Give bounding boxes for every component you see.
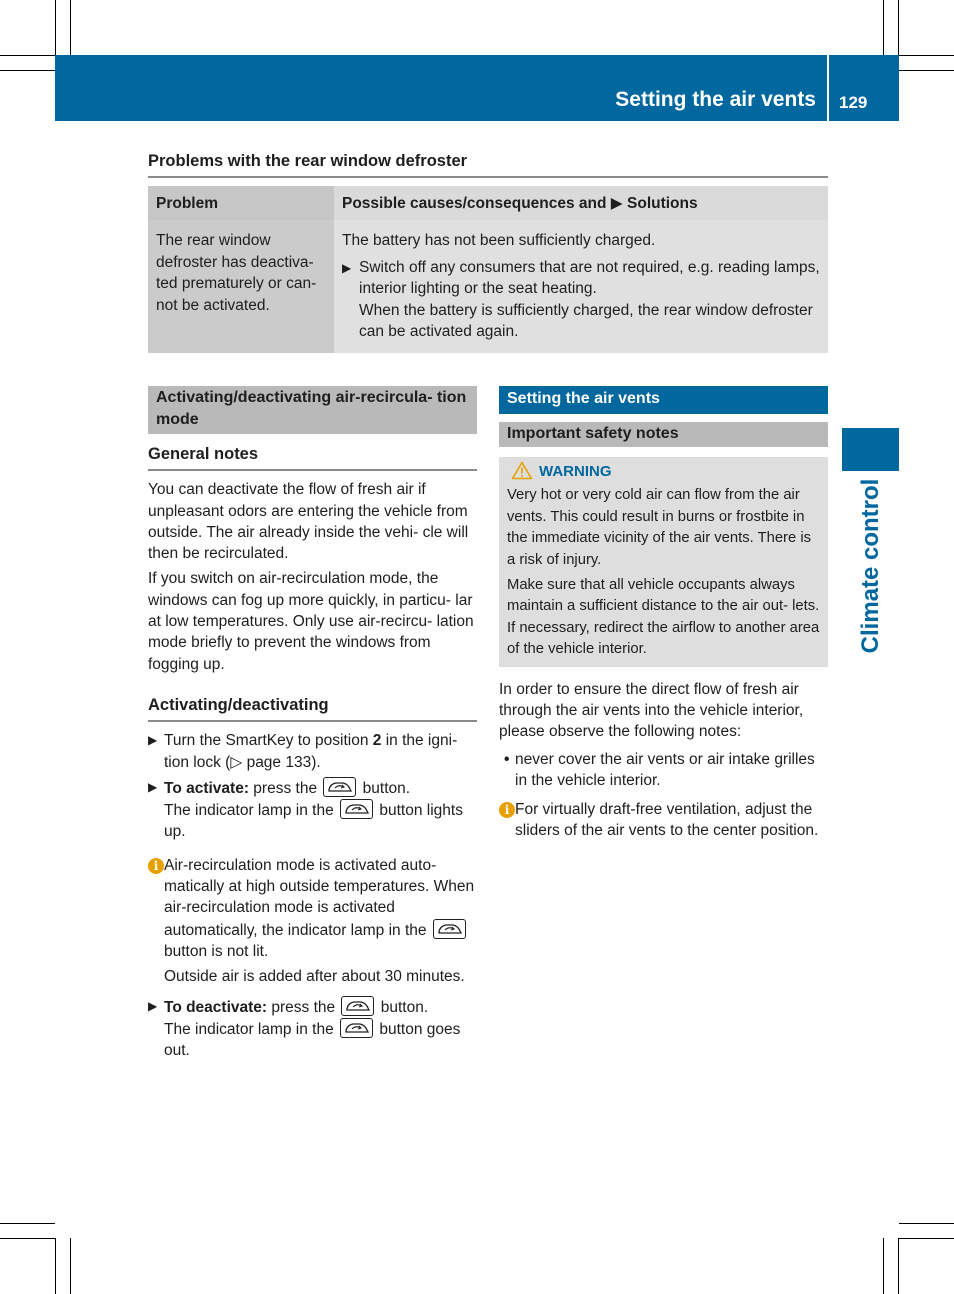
crop-mark xyxy=(883,0,884,55)
cause-text: The battery has not been sufficiently charged. xyxy=(342,232,656,249)
step-deactivate: ▶ To deactivate: press the button. The indicator lamp in the button goes out. xyxy=(148,996,477,1062)
crop-mark xyxy=(899,1223,954,1224)
air-recirculation-icon xyxy=(323,777,356,797)
warning-paragraph: Very hot or very cold air can flow from the air vents. This could result in burns or frostbite in the immediate vicinity of the air vents. There is a risk of injury. xyxy=(507,487,812,568)
crop-mark xyxy=(70,1238,71,1294)
solution-text: Switch off any consumers that are not required, e.g. reading lamps, interior lighting or the seat heating. xyxy=(359,258,820,297)
crop-mark xyxy=(70,0,71,55)
header-divider xyxy=(827,55,829,121)
crop-mark xyxy=(0,70,55,71)
list-item: • never cover the air vents or air intake grilles in the vehicle interior. xyxy=(504,750,815,789)
crop-mark xyxy=(0,55,55,56)
right-column xyxy=(499,386,828,846)
subheading-activating: Activating/deactivating xyxy=(148,695,477,722)
problem-cell: The rear window defroster has deactiva- ted prematurely or can- not be activated. xyxy=(148,220,334,353)
crop-mark xyxy=(899,55,954,56)
paragraph: In order to ensure the direct flow of fresh air through the air vents into the vehicle interior, please observe the following notes: xyxy=(499,680,804,741)
column-header: Possible causes/consequences and ▶ Solutions xyxy=(334,186,828,220)
step-activate: ▶ To activate: press the button. The indicator lamp in the button lights up. xyxy=(148,777,477,843)
subsection-heading: Important safety notes xyxy=(499,422,828,447)
air-recirculation-icon xyxy=(340,799,373,819)
crop-mark xyxy=(0,1238,55,1239)
paragraph: If you switch on air-recirculation mode, the windows can fog up more quickly, in particu- lar at low temperatures. Only use air-recircu- lation mode briefly to prevent the windows from fogging up. xyxy=(148,570,474,673)
info-note: i Air-recirculation mode is activated auto- matically at high outside temperatures. When air-recirculation mode is activated automatically, the indicator lamp in the button is not lit. Outside air is added after about 30 minutes. xyxy=(148,855,477,988)
page-number: 129 xyxy=(839,93,868,112)
crop-mark xyxy=(883,1238,884,1294)
arrow-icon: ▶ xyxy=(148,998,158,1013)
arrow-icon: ▶ xyxy=(148,779,158,794)
info-paragraph: Outside air is added after about 30 minutes. xyxy=(164,968,465,986)
page-title: Setting the air vents xyxy=(615,88,816,111)
column-header: Problem xyxy=(148,186,334,220)
arrow-icon: ▶ xyxy=(148,733,158,748)
warning-triangle-icon xyxy=(511,461,533,480)
subheading-general: General notes xyxy=(148,444,477,471)
warning-title: WARNING xyxy=(507,461,820,482)
crop-mark xyxy=(898,1238,899,1294)
result-text: The indicator lamp in the button lights up. xyxy=(164,799,477,843)
air-recirculation-icon xyxy=(341,996,374,1016)
crop-mark xyxy=(55,0,56,55)
air-recirculation-icon xyxy=(433,919,466,939)
info-icon: i xyxy=(148,858,164,874)
side-tab-label: Climate control xyxy=(857,478,884,654)
crop-mark xyxy=(899,1238,954,1239)
crop-mark xyxy=(55,1238,56,1294)
bullet: • xyxy=(504,750,510,768)
section-rule xyxy=(148,176,828,178)
section-heading: Activating/deactivating air-recircula- tion mode xyxy=(148,386,477,434)
crop-mark xyxy=(898,0,899,55)
warning-paragraph: Make sure that all vehicle occupants always maintain a sufficient distance to the air out- lets. If necessary, redirect the airflow to another area of the vehicle interior. xyxy=(507,577,820,658)
info-note: i For virtually draft-free ventilation, adjust the sliders of the air vents to the center position. xyxy=(499,799,828,842)
warning-box xyxy=(499,457,828,667)
side-tab-marker xyxy=(842,428,899,471)
crop-mark xyxy=(899,70,954,71)
section-heading: Setting the air vents xyxy=(499,386,828,414)
page-reference[interactable]: ▷ page 133 xyxy=(230,753,312,771)
table-section-title: Problems with the rear window defroster xyxy=(148,152,468,170)
table-header-row xyxy=(148,186,828,220)
step-1: ▶ Turn the SmartKey to position 2 in the igni- tion lock (▷ page 133). xyxy=(148,732,458,771)
solution-cell xyxy=(334,220,828,353)
arrow-icon: ▶ xyxy=(342,260,352,275)
table-row xyxy=(148,220,828,353)
solution-note: When the battery is sufficiently charged, the rear window defroster can be activated again. xyxy=(359,301,813,340)
paragraph: You can deactivate the flow of fresh air if unpleasant odors are entering the vehicle from outside. The air already inside the vehi- cle will then be recirculated. xyxy=(148,481,469,563)
air-recirculation-icon xyxy=(340,1018,373,1038)
solution-step xyxy=(342,257,820,300)
left-column xyxy=(148,386,477,1065)
info-icon: i xyxy=(499,802,515,818)
problems-table xyxy=(148,186,828,353)
crop-mark xyxy=(0,1223,55,1224)
result-text: The indicator lamp in the button goes out. xyxy=(164,1018,477,1062)
